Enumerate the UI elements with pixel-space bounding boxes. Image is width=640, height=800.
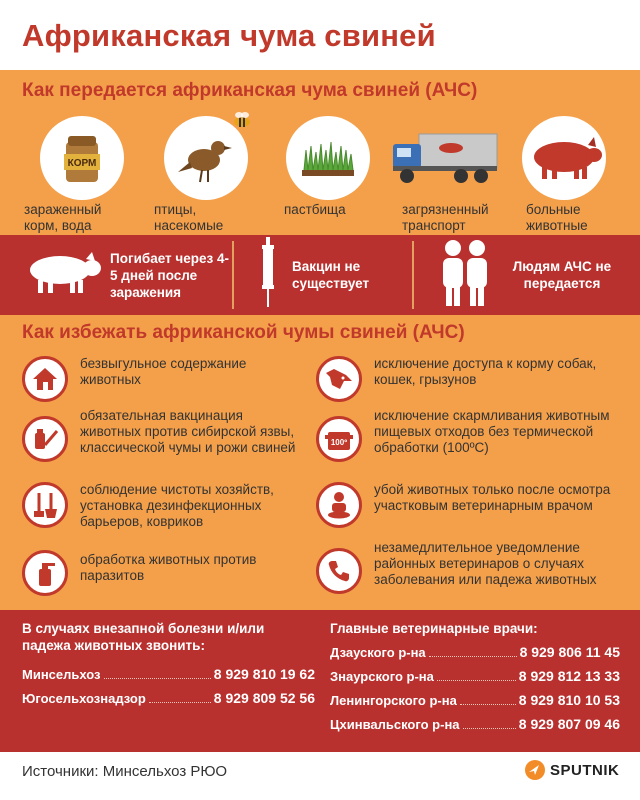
prevention-text: обработка животных против паразитов — [80, 552, 257, 583]
prevention-text: исключение скармливания животным пищевых отходов без термической обработки (100ºС) — [374, 408, 610, 455]
transmission-label: птицы, насекомые — [154, 202, 224, 233]
transmission-label: пастбища — [284, 202, 346, 217]
contact-row — [330, 644, 620, 660]
contact-phone: 8 929 810 19 62 — [213, 666, 315, 682]
sputnik-logo-icon — [525, 760, 545, 780]
prevention-title: Как избежать африканской чумы свиней (АЧС) — [22, 322, 465, 343]
dot-leader — [429, 656, 517, 657]
contact-phone: 8 929 806 11 45 — [519, 644, 620, 660]
contact-name: Ленингорского р-на — [330, 693, 457, 708]
contact-phone: 8 929 809 52 56 — [213, 690, 315, 706]
transmission-label: больные животные — [526, 202, 588, 233]
contact-row — [330, 668, 620, 684]
divider — [412, 241, 414, 309]
fact-text: Людям АЧС не передается — [512, 259, 612, 291]
prevention-item — [316, 356, 614, 402]
transmission-label: зараженный корм, вода — [24, 202, 102, 233]
fact-text: Погибает через 4-5 дней после заражения — [110, 250, 229, 300]
transmission-item-transport — [388, 116, 498, 234]
spray-bottle-icon — [22, 550, 68, 596]
transmission-item-pasture — [270, 116, 380, 218]
logo-text: SPUTNIK — [550, 761, 620, 779]
divider — [232, 241, 234, 309]
dot-leader — [437, 680, 516, 681]
transmission-item-animals — [512, 116, 622, 234]
prevention-item — [22, 408, 302, 462]
phone-icon — [316, 548, 362, 594]
contact-row — [330, 692, 620, 708]
sources-text: Источники: Минсельхоз РЮО — [22, 763, 228, 780]
prevention-item — [316, 408, 614, 462]
svg-text:КОРМ: КОРМ — [67, 158, 97, 169]
veterinarian-icon — [316, 482, 362, 528]
prevention-text: обязательная вакцинация животных против сибирской язвы, классической чумы и рожи свиней — [80, 408, 296, 455]
contact-name: Знаурского р-на — [330, 669, 434, 684]
contact-row — [22, 666, 315, 682]
contact-phone: 8 929 812 13 33 — [518, 668, 620, 684]
contact-phone: 8 929 810 10 53 — [518, 692, 620, 708]
pot-icon — [316, 416, 362, 462]
contact-name: Цхинвальского р-на — [330, 717, 460, 732]
contact-name: Югосельхознадзор — [22, 691, 146, 706]
feed-bag-icon — [40, 116, 124, 200]
prevention-item — [316, 540, 624, 594]
fact-vaccine — [258, 235, 392, 315]
prevention-text: безвыгульное содержание животных — [80, 356, 247, 387]
pig-icon — [20, 250, 106, 301]
transmission-label: загрязненный транспорт — [402, 202, 489, 233]
dot-leader — [104, 678, 211, 679]
bee-icon — [228, 110, 256, 135]
facts-band — [0, 235, 640, 315]
prevention-item — [22, 550, 290, 596]
truck-icon — [388, 116, 500, 200]
prevention-item — [22, 356, 290, 402]
house-icon — [22, 356, 68, 402]
dog-icon — [316, 356, 362, 402]
fact-text: Вакцин не существует — [292, 259, 370, 291]
people-icon — [438, 238, 492, 313]
pig-icon — [522, 116, 606, 200]
prevention-text: убой животных только после осмотра участковым ветеринарным врачом — [374, 482, 611, 513]
sputnik-logo[interactable] — [525, 760, 619, 780]
transmission-item-feed — [24, 116, 134, 234]
prevention-item — [22, 482, 302, 530]
svg-text:100º: 100º — [330, 438, 348, 447]
cleaning-tools-icon — [22, 482, 68, 528]
dot-leader — [463, 728, 516, 729]
contact-phone: 8 929 807 09 46 — [518, 716, 620, 732]
vaccine-icon — [22, 416, 68, 462]
dot-leader — [149, 702, 211, 703]
fact-mortality — [20, 235, 234, 315]
contact-name: Минсельхоз — [22, 667, 101, 682]
contact-row — [330, 716, 620, 732]
page-title: Африканская чума свиней — [22, 18, 436, 53]
transmission-title: Как передается африканская чума свиней (АЧС) — [22, 80, 478, 101]
prevention-text: исключение доступа к корму собак, кошек, грызунов — [374, 356, 597, 387]
contact-name: Дзауского р-на — [330, 645, 426, 660]
fact-humans — [438, 235, 622, 315]
syringe-icon — [258, 237, 278, 314]
prevention-text: соблюдение чистоты хозяйств, установка дезинфекционных барьеров, ковриков — [80, 482, 274, 529]
vets-heading: Главные ветеринарные врачи: — [330, 621, 538, 636]
contact-row — [22, 690, 315, 706]
dot-leader — [460, 704, 516, 705]
emergency-heading: В случаях внезапной болезни и/или падежа животных звонить: — [22, 621, 265, 653]
grass-icon — [286, 116, 370, 200]
prevention-item — [316, 482, 614, 528]
prevention-text: незамедлительное уведомление районных ветеринаров о случаях заболевания или падежа животных — [374, 540, 597, 587]
